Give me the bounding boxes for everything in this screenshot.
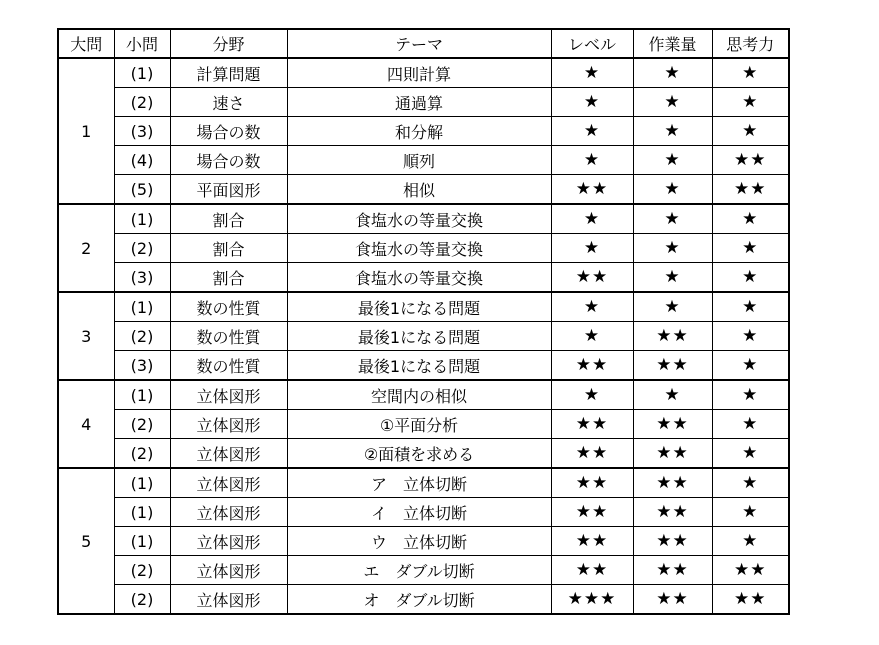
shiko-stars: ★ bbox=[712, 527, 789, 556]
sagyo-stars: ★ bbox=[633, 292, 712, 322]
header-shomon: 小問 bbox=[114, 29, 170, 58]
shiko-stars: ★ bbox=[712, 292, 789, 322]
table-row bbox=[58, 146, 789, 175]
shomon-cell: (2) bbox=[114, 88, 170, 117]
bunya-cell: 数の性質 bbox=[170, 292, 287, 322]
table-row bbox=[58, 322, 789, 351]
theme-cell: 和分解 bbox=[287, 117, 551, 146]
level-stars: ★ bbox=[551, 292, 633, 322]
level-stars: ★ bbox=[551, 380, 633, 410]
level-stars: ★★ bbox=[551, 556, 633, 585]
level-stars: ★★ bbox=[551, 527, 633, 556]
sagyo-stars: ★★ bbox=[633, 585, 712, 615]
table-row bbox=[58, 410, 789, 439]
header-row bbox=[58, 29, 789, 58]
theme-cell: 相似 bbox=[287, 175, 551, 205]
theme-cell: ア 立体切断 bbox=[287, 468, 551, 498]
sagyo-stars: ★★ bbox=[633, 556, 712, 585]
daimon-cell: 5 bbox=[58, 468, 114, 614]
sagyo-stars: ★ bbox=[633, 58, 712, 88]
shiko-stars: ★ bbox=[712, 117, 789, 146]
level-stars: ★★ bbox=[551, 263, 633, 293]
theme-cell: イ 立体切断 bbox=[287, 498, 551, 527]
sagyo-stars: ★ bbox=[633, 263, 712, 293]
sagyo-stars: ★ bbox=[633, 175, 712, 205]
shiko-stars: ★ bbox=[712, 410, 789, 439]
theme-cell: 四則計算 bbox=[287, 58, 551, 88]
sagyo-stars: ★ bbox=[633, 146, 712, 175]
level-stars: ★★ bbox=[551, 175, 633, 205]
sagyo-stars: ★★ bbox=[633, 439, 712, 469]
daimon-cell: 1 bbox=[58, 58, 114, 204]
level-stars: ★★★ bbox=[551, 585, 633, 615]
sagyo-stars: ★ bbox=[633, 234, 712, 263]
shomon-cell: (2) bbox=[114, 234, 170, 263]
shomon-cell: (5) bbox=[114, 175, 170, 205]
shiko-stars: ★ bbox=[712, 380, 789, 410]
table-row bbox=[58, 468, 789, 498]
table-row bbox=[58, 88, 789, 117]
level-stars: ★ bbox=[551, 204, 633, 234]
level-stars: ★★ bbox=[551, 351, 633, 381]
shomon-cell: (2) bbox=[114, 585, 170, 615]
bunya-cell: 割合 bbox=[170, 204, 287, 234]
header-sagyo: 作業量 bbox=[633, 29, 712, 58]
bunya-cell: 場合の数 bbox=[170, 146, 287, 175]
theme-cell: 最後1になる問題 bbox=[287, 322, 551, 351]
level-stars: ★ bbox=[551, 117, 633, 146]
sagyo-stars: ★★ bbox=[633, 322, 712, 351]
shomon-cell: (2) bbox=[114, 556, 170, 585]
shiko-stars: ★ bbox=[712, 498, 789, 527]
daimon-cell: 3 bbox=[58, 292, 114, 380]
shomon-cell: (3) bbox=[114, 351, 170, 381]
bunya-cell: 数の性質 bbox=[170, 351, 287, 381]
sagyo-stars: ★ bbox=[633, 204, 712, 234]
shiko-stars: ★★ bbox=[712, 175, 789, 205]
shiko-stars: ★ bbox=[712, 58, 789, 88]
bunya-cell: 立体図形 bbox=[170, 468, 287, 498]
shiko-stars: ★★ bbox=[712, 146, 789, 175]
level-stars: ★ bbox=[551, 146, 633, 175]
table-body bbox=[58, 58, 789, 614]
level-stars: ★ bbox=[551, 88, 633, 117]
header-level: レベル bbox=[551, 29, 633, 58]
shiko-stars: ★★ bbox=[712, 556, 789, 585]
shiko-stars: ★ bbox=[712, 204, 789, 234]
shomon-cell: (1) bbox=[114, 380, 170, 410]
theme-cell: 最後1になる問題 bbox=[287, 292, 551, 322]
daimon-cell: 2 bbox=[58, 204, 114, 292]
shiko-stars: ★ bbox=[712, 234, 789, 263]
theme-cell: オ ダブル切断 bbox=[287, 585, 551, 615]
shomon-cell: (1) bbox=[114, 292, 170, 322]
sagyo-stars: ★★ bbox=[633, 410, 712, 439]
shomon-cell: (3) bbox=[114, 263, 170, 293]
bunya-cell: 立体図形 bbox=[170, 439, 287, 469]
sagyo-stars: ★ bbox=[633, 88, 712, 117]
shiko-stars: ★★ bbox=[712, 585, 789, 615]
table-row bbox=[58, 204, 789, 234]
shomon-cell: (1) bbox=[114, 58, 170, 88]
sagyo-stars: ★ bbox=[633, 117, 712, 146]
theme-cell: 食塩水の等量交換 bbox=[287, 204, 551, 234]
level-stars: ★★ bbox=[551, 439, 633, 469]
bunya-cell: 割合 bbox=[170, 234, 287, 263]
table-row bbox=[58, 292, 789, 322]
shomon-cell: (2) bbox=[114, 410, 170, 439]
table-row bbox=[58, 351, 789, 381]
shiko-stars: ★ bbox=[712, 322, 789, 351]
table-row bbox=[58, 585, 789, 615]
theme-cell: ①平面分析 bbox=[287, 410, 551, 439]
theme-cell: 順列 bbox=[287, 146, 551, 175]
header-shiko: 思考力 bbox=[712, 29, 789, 58]
header-daimon: 大問 bbox=[58, 29, 114, 58]
table-row bbox=[58, 556, 789, 585]
sagyo-stars: ★★ bbox=[633, 351, 712, 381]
level-stars: ★ bbox=[551, 322, 633, 351]
table-row bbox=[58, 263, 789, 293]
table-row bbox=[58, 498, 789, 527]
shomon-cell: (4) bbox=[114, 146, 170, 175]
theme-cell: ②面積を求める bbox=[287, 439, 551, 469]
theme-cell: 通過算 bbox=[287, 88, 551, 117]
shomon-cell: (1) bbox=[114, 204, 170, 234]
header-bunya: 分野 bbox=[170, 29, 287, 58]
sagyo-stars: ★★ bbox=[633, 498, 712, 527]
sagyo-stars: ★ bbox=[633, 380, 712, 410]
table-row bbox=[58, 234, 789, 263]
bunya-cell: 立体図形 bbox=[170, 556, 287, 585]
theme-cell: 食塩水の等量交換 bbox=[287, 263, 551, 293]
theme-cell: 食塩水の等量交換 bbox=[287, 234, 551, 263]
shiko-stars: ★ bbox=[712, 468, 789, 498]
table-row bbox=[58, 527, 789, 556]
level-stars: ★★ bbox=[551, 468, 633, 498]
shiko-stars: ★ bbox=[712, 88, 789, 117]
level-stars: ★★ bbox=[551, 498, 633, 527]
table-row bbox=[58, 380, 789, 410]
bunya-cell: 速さ bbox=[170, 88, 287, 117]
shomon-cell: (2) bbox=[114, 439, 170, 469]
shomon-cell: (1) bbox=[114, 498, 170, 527]
bunya-cell: 計算問題 bbox=[170, 58, 287, 88]
table-row bbox=[58, 58, 789, 88]
table-row bbox=[58, 175, 789, 205]
theme-cell: 空間内の相似 bbox=[287, 380, 551, 410]
shomon-cell: (2) bbox=[114, 322, 170, 351]
bunya-cell: 数の性質 bbox=[170, 322, 287, 351]
bunya-cell: 立体図形 bbox=[170, 498, 287, 527]
shiko-stars: ★ bbox=[712, 439, 789, 469]
sagyo-stars: ★★ bbox=[633, 468, 712, 498]
bunya-cell: 立体図形 bbox=[170, 527, 287, 556]
shiko-stars: ★ bbox=[712, 263, 789, 293]
table-row bbox=[58, 439, 789, 469]
shomon-cell: (1) bbox=[114, 527, 170, 556]
table-row bbox=[58, 117, 789, 146]
exam-analysis-table bbox=[57, 28, 790, 615]
bunya-cell: 場合の数 bbox=[170, 117, 287, 146]
theme-cell: エ ダブル切断 bbox=[287, 556, 551, 585]
daimon-cell: 4 bbox=[58, 380, 114, 468]
bunya-cell: 立体図形 bbox=[170, 380, 287, 410]
bunya-cell: 平面図形 bbox=[170, 175, 287, 205]
shomon-cell: (3) bbox=[114, 117, 170, 146]
bunya-cell: 割合 bbox=[170, 263, 287, 293]
level-stars: ★ bbox=[551, 234, 633, 263]
shomon-cell: (1) bbox=[114, 468, 170, 498]
level-stars: ★ bbox=[551, 58, 633, 88]
shiko-stars: ★ bbox=[712, 351, 789, 381]
level-stars: ★★ bbox=[551, 410, 633, 439]
bunya-cell: 立体図形 bbox=[170, 585, 287, 615]
theme-cell: ウ 立体切断 bbox=[287, 527, 551, 556]
sagyo-stars: ★★ bbox=[633, 527, 712, 556]
header-theme: テーマ bbox=[287, 29, 551, 58]
theme-cell: 最後1になる問題 bbox=[287, 351, 551, 381]
bunya-cell: 立体図形 bbox=[170, 410, 287, 439]
